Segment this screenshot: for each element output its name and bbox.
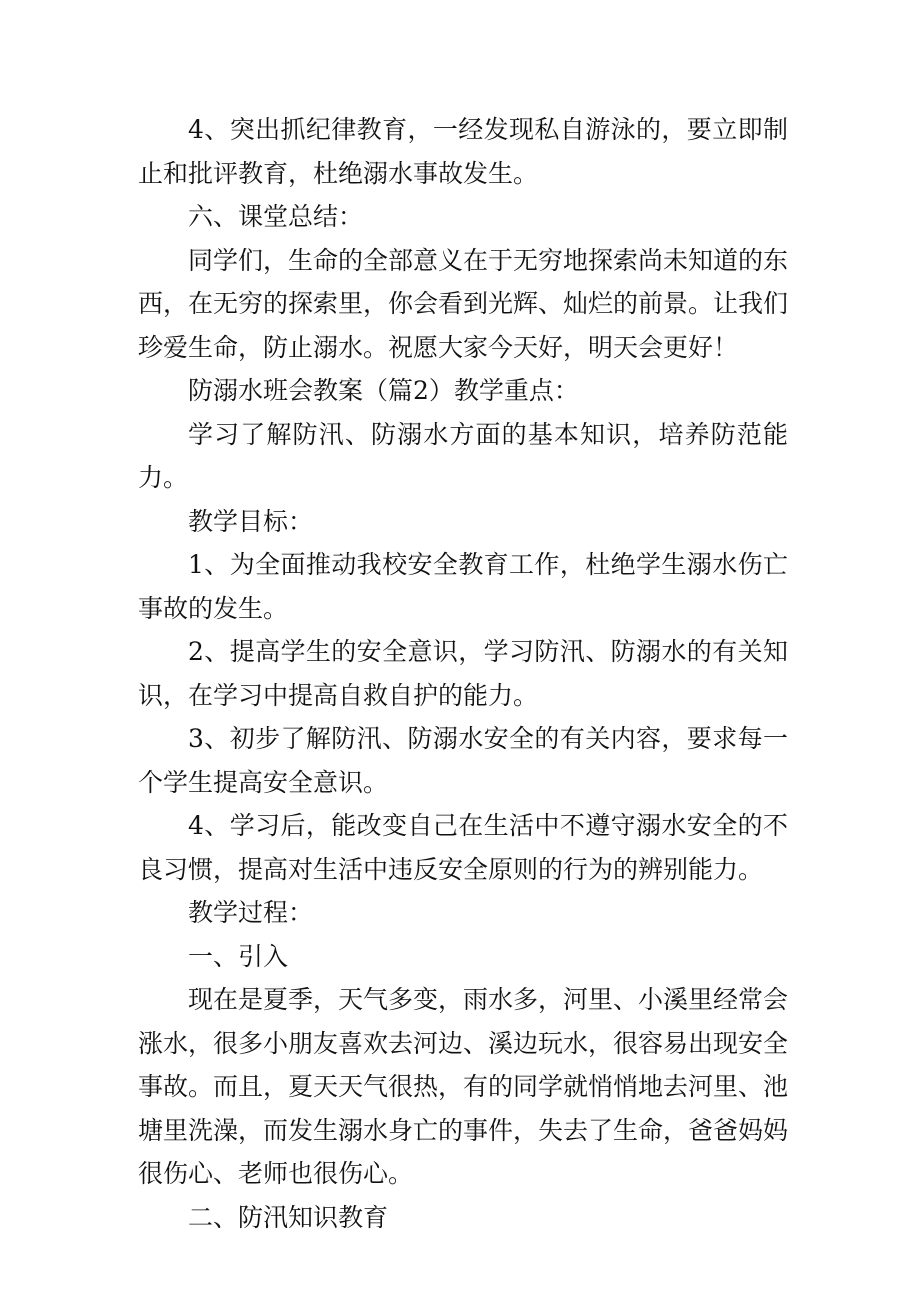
document-body: [138, 108, 788, 1239]
heading-flood-education: 二、防汛知识教育: [188, 1202, 389, 1232]
goal-item-2: 2、提高学生的安全意识，学习防汛、防溺水的有关知识，在学习中提高自救自护的能力。: [138, 637, 788, 710]
goal-item-1: 1、为全面推动我校安全教育工作，杜绝学生溺水伤亡事故的发生。: [138, 550, 788, 623]
heading-lesson-plan-2: 防溺水班会教案（篇2）教学重点：: [188, 376, 579, 405]
paragraph-summary-text: 同学们，生命的全部意义在于无穷地探索尚未知道的东西，在无穷的探索里，你会看到光辉、灿烂的前景。让我们珍爱生命，防止溺水。祝愿大家今天好，明天会更好！: [138, 245, 789, 362]
paragraph-discipline-education: 4、突出抓纪律教育，一经发现私自游泳的，要立即制止和批评教育，杜绝溺水事故发生。: [138, 115, 788, 188]
paragraph-teaching-focus: 学习了解防汛、防溺水方面的基本知识，培养防范能力。: [138, 419, 788, 492]
paragraph-introduction-text: 现在是夏季，天气多变，雨水多，河里、小溪里经常会涨水，很多小朋友喜欢去河边、溪边玩水，很容易出现安全事故。而且，夏天天气很热，有的同学就悄悄地去河里、池塘里洗澡，而发生溺水身亡的事件，失去了生命，爸爸妈妈很伤心、老师也很伤心。: [138, 985, 789, 1188]
goal-item-3: 3、初步了解防汛、防溺水安全的有关内容，要求每一个学生提高安全意识。: [138, 724, 788, 797]
heading-introduction: 一、引入: [188, 941, 289, 971]
heading-class-summary: 六、课堂总结：: [188, 202, 364, 231]
heading-teaching-process: 教学过程：: [188, 898, 314, 927]
heading-teaching-goals: 教学目标：: [188, 506, 314, 536]
goal-item-4: 4、学习后，能改变自己在生活中不遵守溺水安全的不良习惯，提高对生活中违反安全原则的行为的辨别能力。: [138, 811, 788, 884]
